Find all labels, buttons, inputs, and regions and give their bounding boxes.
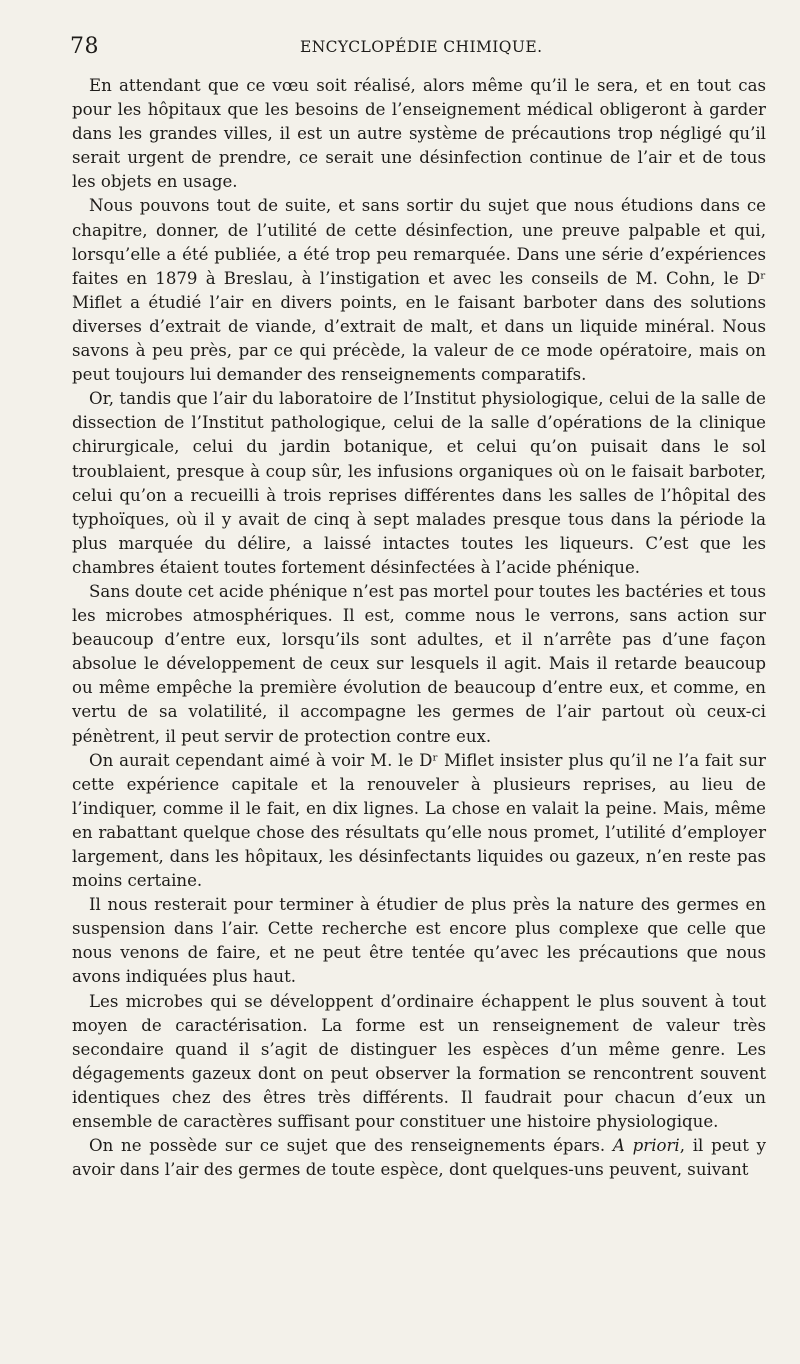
italic-phrase: A priori <box>612 1136 680 1156</box>
paragraph-8-end: , il peut y avoir dans l’air des germes de toute espèce, dont quelques-uns peuvent, suivant <box>72 1136 766 1180</box>
running-title: ENCYCLOPÉDIE CHIMIQUE. <box>300 38 543 56</box>
paragraph-1: En attendant que ce vœu soit réalisé, alors même qu’il le sera, et en tout cas pour les hôpitaux que les besoins de l’enseignement médical obligeront à garder dans les grandes villes, il est un autre système de précautions trop négligé qu’il serait urgent de prendre, ce serait une désinfection continue de l’air et de tous les objets en usage. <box>72 76 766 192</box>
paragraph-4: Sans doute cet acide phénique n’est pas mortel pour toutes les bactéries et tous les microbes atmosphériques. Il est, comme nous le verrons, sans action sur beaucoup d’entre eux, lorsqu’ils sont adultes, et il n’arrête pas d’une façon absolue le développement de ceux sur lesquels il agit. Mais il retarde beaucoup ou même empêche la première évolution de beaucoup d’entre eux, et comme, en vertu de sa volatilité, il accompagne les germes de l’air partout où ceux-ci pénètrent, il peut servir de protection contre eux. <box>72 581 766 746</box>
paragraph-8-start: On ne possède sur ce sujet que des renseignements épars. <box>89 1136 613 1156</box>
paragraph-7: Les microbes qui se développent d’ordinaire échappent le plus souvent à tout moyen de caractérisation. La forme est un renseignement de valeur très secondaire quand il s’agit de distinguer les espèces d’un même genre. Les dégagements gazeux dont on peut observer la formation se rencontrent souvent identiques chez des êtres très différents. Il faudrait pour chacun d’eux un ensemble de caractères suffisant pour constituer une histoire physiologique. <box>72 991 766 1132</box>
body-text <box>72 74 766 1182</box>
paragraph-8 <box>72 1134 766 1182</box>
running-head <box>70 34 770 64</box>
page-number: 78 <box>70 34 99 59</box>
paragraph-3: Or, tandis que l’air du laboratoire de l’Institut physiologique, celui de la salle de dissection de l’Institut pathologique, celui de la salle d’opérations de la clinique chirurgicale, celui du jardin botanique, et celui qu’on puisait dans le sol troublaient, presque à coup sûr, les infusions organiques où on le faisait barboter, celui qu’on a recueilli à trois reprises différentes dans les salles de l’hôpital des typhoïques, où il y avait de cinq à sept malades presque tous dans la période la plus marquée du délire, a laissé intactes toutes les liqueurs. C’est que les chambres étaient toutes fortement désinfectées à l’acide phénique. <box>72 389 766 577</box>
paragraph-6: Il nous resterait pour terminer à étudier de plus près la nature des germes en suspension dans l’air. Cette recherche est encore plus complexe que celle que nous venons de faire, et ne peut être tentée qu’avec les précautions que nous avons indiquées plus haut. <box>72 895 766 987</box>
paragraph-5: On aurait cependant aimé à voir M. le Dʳ Miflet insister plus qu’il ne l’a fait sur cette expérience capitale et la renouveler à plusieurs reprises, au lieu de l’indiquer, comme il le fait, en dix lignes. La chose en valait la peine. Mais, même en rabattant quelque chose des résultats qu’elle nous promet, l’utilité d’employer largement, dans les hôpitaux, les désinfectants liquides ou gazeux, n’en reste pas moins certaine. <box>72 750 766 891</box>
paragraph-2: Nous pouvons tout de suite, et sans sortir du sujet que nous étudions dans ce chapitre, donner, de l’utilité de cette désinfection, une preuve palpable et qui, lorsqu’elle a été publiée, a été trop peu remarquée. Dans une série d’expériences faites en 1879 à Breslau, à l’instigation et avec les conseils de M. Cohn, le Dʳ Miflet a étudié l’air en divers points, en le faisant barboter dans des solutions diverses d’extrait de viande, d’extrait de malt, et dans un liquide minéral. Nous savons à peu près, par ce qui précède, la valeur de ce mode opératoire, mais on peut toujours lui demander des renseignements comparatifs. <box>72 196 766 385</box>
